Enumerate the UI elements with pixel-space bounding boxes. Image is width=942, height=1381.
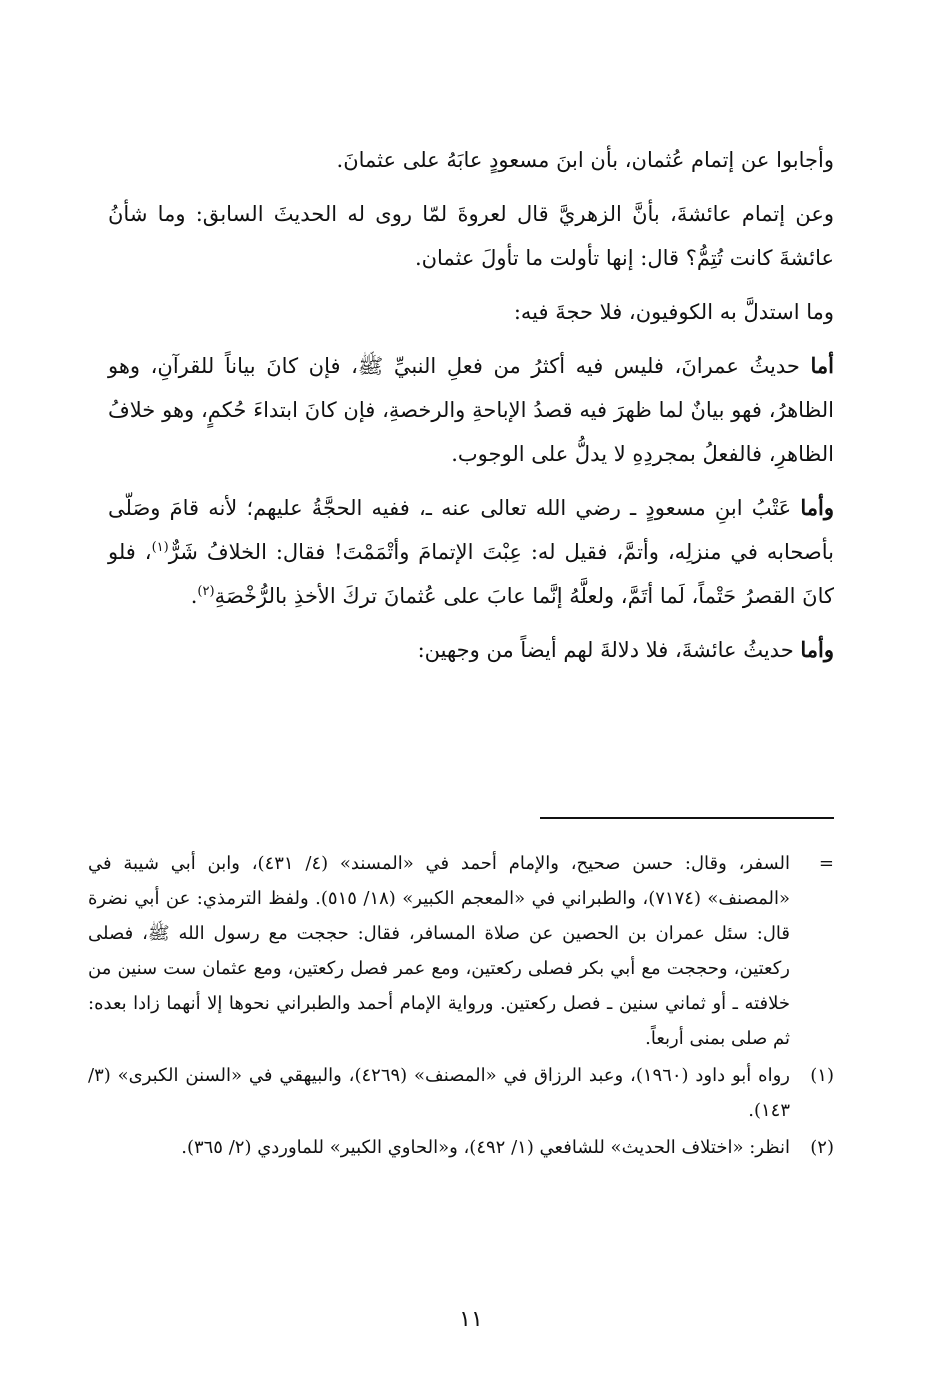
footnote-text: رواه أبو داود (١٩٦٠)، وعبد الرزاق في «المصنف» (٤٢٦٩)، والبيهقي في «السنن الكبرى» (٣/ ١٤٣). bbox=[88, 1065, 790, 1121]
footnote-2 bbox=[88, 1130, 834, 1165]
paragraph-3-text: وما استدلَّ به الكوفيون، فلا حجةَ فيه: bbox=[513, 300, 834, 324]
footnote-ref-1[interactable]: (١) bbox=[151, 540, 169, 555]
paragraph-6 bbox=[108, 628, 834, 672]
paragraph-3 bbox=[108, 290, 834, 334]
paragraph-4 bbox=[108, 344, 834, 476]
footnotes bbox=[88, 846, 834, 1167]
paragraph-1-text: وأجابوا عن إتمام عُثمان، بأن ابنَ مسعودٍ عابَهُ على عثمانَ. bbox=[336, 148, 834, 172]
paragraph-5-lead: وأما bbox=[800, 495, 834, 520]
paragraph-4-text: حديثُ عمرانَ، فليس فيه أكثرُ من فعلِ النبيِّ ﷺ، فإن كانَ بياناً للقرآنِ، وهو الظاهرُ، فهو بيانٌ لما ظهرَ فيه قصدُ الإباحةِ والرخصةِ، فإن كانَ ابتداءَ حُكمٍ، وهو خلافُ الظاهرِ، فالفعلُ بمجردِهِ لا يدلُّ على الوجوب. bbox=[108, 354, 834, 466]
paragraph-2-text: وعن إتمام عائشةَ، بأنَّ الزهريَّ قال لعروةَ لمّا روى له الحديثَ السابق: وما شأنُ عائشةَ كانت تُتِمُّ؟ قال: إنها تأولت ما تأولَ عثمان. bbox=[108, 202, 834, 270]
footnote-divider bbox=[540, 817, 834, 819]
paragraph-4-lead: أما bbox=[810, 353, 834, 378]
paragraph-5 bbox=[108, 486, 834, 618]
main-text bbox=[108, 138, 834, 672]
paragraph-6-lead: وأما bbox=[800, 637, 834, 662]
footnote-marker: (٢) bbox=[810, 1137, 834, 1158]
paragraph-5-text-b: ، فلو كانَ القصرُ حَتْماً، لَما أتَمَّ، ولعلَّهُ إنَّما عابَ على عُثمانَ تركَ الأخذِ بالرُّخْصَةِ bbox=[108, 540, 834, 608]
paragraph-1 bbox=[108, 138, 834, 182]
footnote-continued bbox=[88, 846, 834, 1056]
footnote-marker: = bbox=[818, 853, 834, 874]
footnote-text: السفر، وقال: حسن صحيح، والإمام أحمد في «المسند» (٤/ ٤٣١)، وابن أبي شيبة في «المصنف» (٧١٧٤)، والطبراني في «المعجم الكبير» (١٨/ ٥١٥). ولفظ الترمذي: عن أبي نضرة قال: سئل عمران بن الحصين عن صلاة المسافر، فقال: حججت مع رسول الله ﷺ، فصلى ركعتين، وحججت مع أبي بكر فصلى ركعتين، ومع عمر فصل ركعتين، ومع عثمان ست سنين من خلافته ـ أو ثماني سنين ـ فصل ركعتين. ورواية الإمام أحمد والطبراني نحوها إلا أنهما زادا بعده: ثم صلى بمنى أربعاً. bbox=[88, 853, 791, 1049]
paragraph-2 bbox=[108, 192, 834, 280]
footnote-ref-2[interactable]: (٢) bbox=[197, 584, 215, 599]
paragraph-5-text-a: عَتْبُ ابنِ مسعودٍ ـ رضي الله تعالى عنه ـ، ففيه الحجَّةُ عليهم؛ لأنه قامَ وصَلّى بأصحابه في منزلِه، وأتمَّ، فقيل له: عِبْتَ الإتمامَ وأتْمَمْتَ! فقال: الخلافُ شَرٌّ bbox=[108, 496, 834, 564]
footnote-marker: (١) bbox=[810, 1065, 834, 1086]
footnote-1 bbox=[88, 1058, 834, 1128]
footnote-text: انظر: «اختلاف الحديث» للشافعي (١/ ٤٩٢)، و«الحاوي الكبير» للماوردي (٢/ ٣٦٥). bbox=[181, 1137, 790, 1158]
paragraph-5-text-c: . bbox=[190, 584, 198, 608]
page-number: ١١ bbox=[459, 1307, 483, 1332]
paragraph-6-text: حديثُ عائشةَ، فلا دلالةَ لهم أيضاً من وجهين: bbox=[417, 638, 794, 662]
